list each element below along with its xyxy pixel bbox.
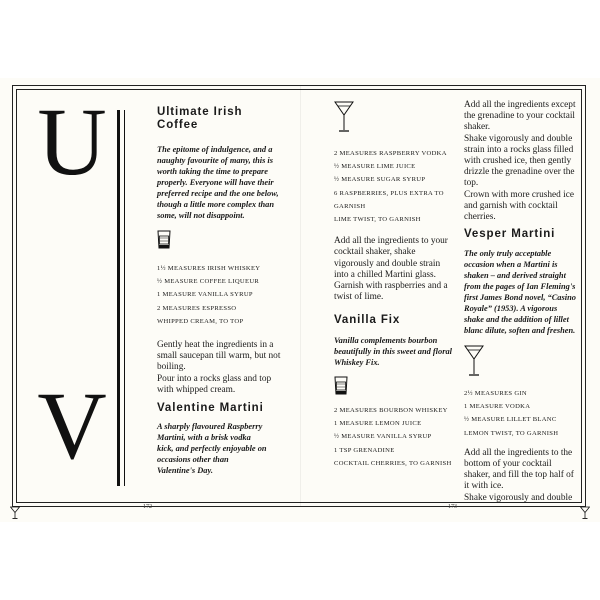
recipe-title: Valentine Martini: [157, 402, 264, 414]
ingredient-list: [334, 404, 452, 470]
recipe-vesper-martini: [464, 228, 576, 504]
page-number-left: 172: [143, 504, 152, 510]
method-step: Pour into a rocks glass and top with whipped cream.: [157, 373, 272, 395]
ingredient-item: 2½ MEASURES GIN: [464, 390, 527, 397]
ingredient-item: ½ MEASURE COFFEE LIQUEUR: [157, 278, 260, 286]
method-step: Shake vigorously and double strain into a rocks glass filled with crushed ice, then gently drizzle the grenadine over the top.: [464, 133, 575, 189]
ingredient-item: 1 TSP GRENADINE: [334, 446, 395, 454]
rocks-glass-icon: [157, 229, 285, 254]
index-letter-v: V: [37, 372, 107, 479]
ingredient-item: ½ MEASURE LIME JUICE: [334, 163, 416, 171]
ingredient-item: LEMON TWIST, TO GARNISH: [464, 429, 559, 437]
recipe-method: [334, 236, 452, 303]
martini-glass-icon: [580, 506, 590, 525]
recipe-valentine-martini-intro: [157, 402, 267, 476]
page-number-right: 173: [448, 504, 457, 510]
ingredient-item: 1 MEASURE VANILLA SYRUP: [157, 291, 253, 299]
ingredient-item: ½ MEASURE SUGAR SYRUP: [334, 176, 426, 184]
martini-glass-icon: [334, 100, 452, 139]
ingredient-item: WHIPPED CREAM, TO TOP: [157, 317, 244, 325]
method-step: Add all the ingredients to the bottom of your cocktail shaker, and fill the top half of it with ice.: [464, 447, 574, 492]
recipe-ultimate-irish-coffee: [157, 106, 285, 396]
divider-rule-thick: [117, 110, 120, 486]
recipe-vanilla-fix: [334, 314, 452, 470]
ingredient-item: LIME TWIST, TO GARNISH: [334, 216, 421, 224]
method-step: Crown with more crushed ice and garnish with cocktail cherries.: [464, 189, 574, 223]
method-step: Gently heat the ingredients in a small saucepan till warm, but not boiling.: [157, 340, 281, 373]
book-gutter: [300, 86, 301, 506]
divider-rule-thin: [124, 110, 125, 486]
recipe-method: [464, 448, 576, 504]
ingredient-item: 1 MEASURE LEMON JUICE: [334, 420, 422, 428]
recipe-intro: A sharply flavoured Raspberry Martini, with a brisk vodka kick, and perfectly enjoyable on occasions other than Valentine's Day.: [157, 422, 267, 475]
ingredient-item: 1 MEASURE VODKA: [464, 403, 531, 411]
recipe-vanilla-fix-method: [464, 100, 576, 223]
ingredient-item: 2 MEASURES RASPBERRY VODKA: [334, 150, 447, 157]
recipe-intro: The epitome of indulgence, and a naughty favourite of many, this is worth taking the time to prepare properly. Everyone will have their preferred recipe and the one below, though a little more complex than some, will not disappoint.: [157, 145, 279, 220]
ingredient-list: [334, 147, 452, 226]
recipe-valentine-martini-body: [334, 100, 452, 303]
martini-glass-icon: [10, 506, 20, 525]
ingredient-list: [464, 387, 576, 440]
method-step: Shake vigorously and double: [464, 492, 573, 503]
recipe-title: Ultimate Irish Coffee: [157, 106, 243, 131]
index-letter-u: U: [37, 88, 107, 195]
ingredient-item: 1½ MEASURES IRISH WHISKEY: [157, 265, 261, 272]
ingredient-item: COCKTAIL CHERRIES, TO GARNISH: [334, 459, 452, 467]
ingredient-list: [157, 262, 285, 328]
ingredient-item: 2 MEASURES BOURBON WHISKEY: [334, 407, 448, 414]
ingredient-item: 2 MEASURES ESPRESSO: [157, 304, 237, 312]
rocks-glass-icon: [334, 375, 452, 400]
ingredient-item: 6 RASPBERRIES, PLUS EXTRA TO GARNISH: [334, 189, 444, 210]
recipe-method: [464, 100, 576, 223]
recipe-title: Vanilla Fix: [334, 314, 401, 326]
recipe-intro: Vanilla complements bourbon beautifully in this sweet and floral Whiskey Fix.: [334, 336, 452, 367]
recipe-intro: The only truly acceptable occasion when a Martini is shaken – and derived straight from the pages of Ian Fleming's first James Bond novel, “Casino Royale” (1953). A vigorous shake and the addition of lillet blanc dilute, soften and freshen.: [464, 249, 576, 335]
martini-glass-icon: [464, 344, 576, 383]
method-step: Add all the ingredients to your cocktail shaker, shake vigorously and double strain into a chilled Martini glass. Garnish with raspberries and a twist of lime.: [334, 236, 448, 303]
method-step: Add all the ingredients except the grenadine to your cocktail shaker.: [464, 100, 576, 133]
recipe-title: Vesper Martini: [464, 228, 556, 240]
ingredient-item: ½ MEASURE VANILLA SYRUP: [334, 433, 432, 441]
ingredient-item: ½ MEASURE LILLET BLANC: [464, 416, 557, 424]
recipe-method: [157, 340, 285, 396]
